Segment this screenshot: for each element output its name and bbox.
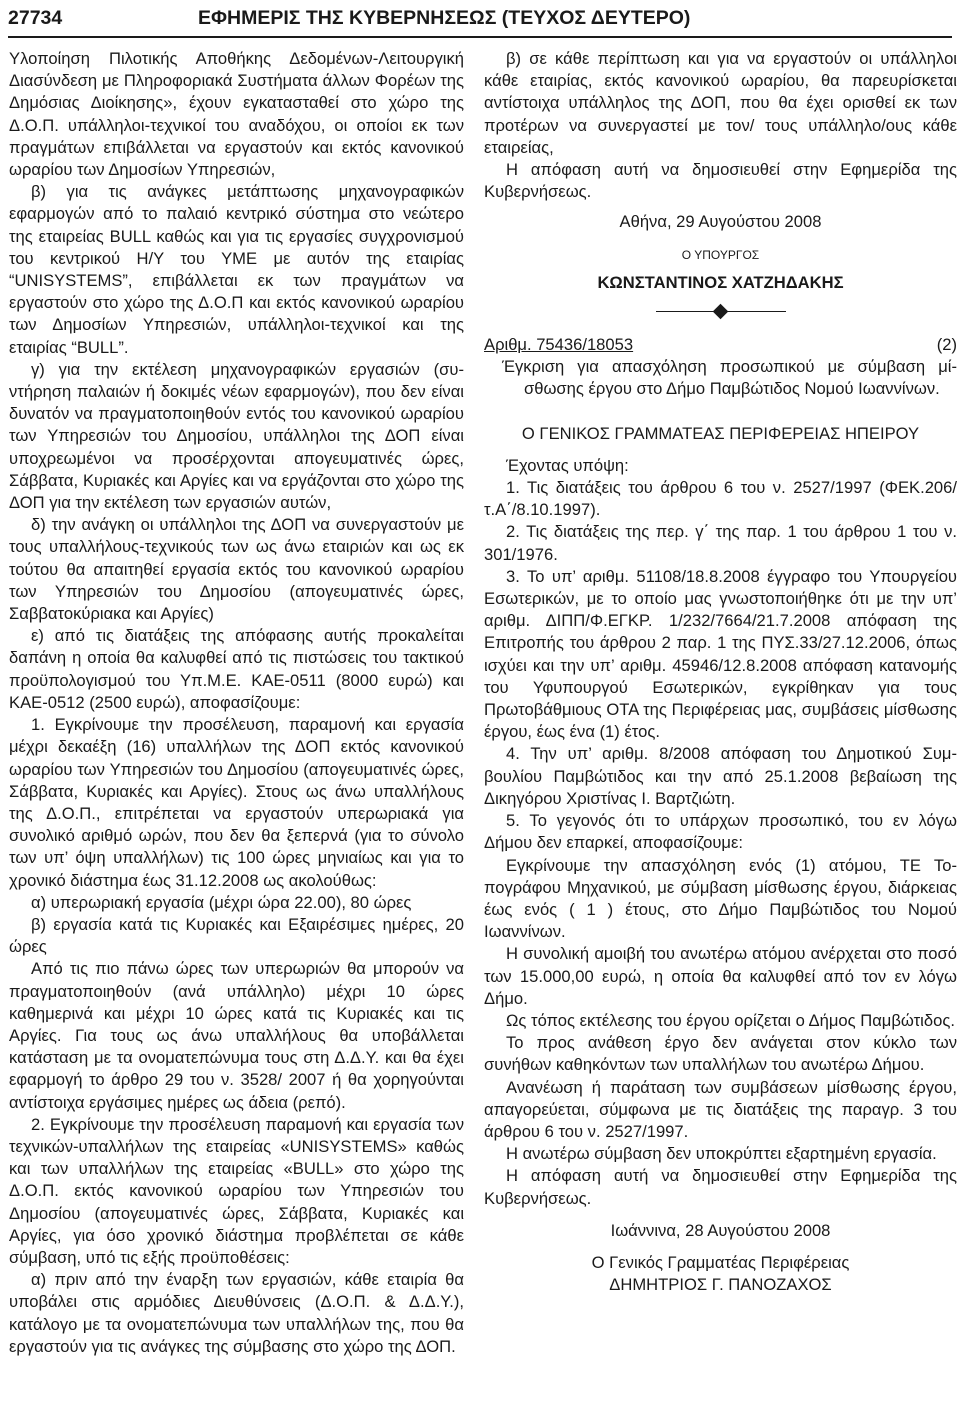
paragraph: 2. Τις διατάξεις της περ. γ΄ της παρ. 1 του άρθρου 1 του ν. 301/1976. (484, 522, 957, 564)
minister-name: ΚΩΝΣΤΑΝΤΙΝΟΣ ΧΑΤΖΗΔΑΚΗΣ (597, 272, 844, 292)
section-divider (656, 304, 786, 320)
paragraph: Εγκρίνουμε την απασχόληση ενός (1) ατόμου, ΤΕ Τοπογράφου Μηχανικού, με σύμβαση μίσθωσης έργου, διάρκειας έως ενός ( 1 ) έτους, στο Δήμο Παμβώτιδος του Νομού Ιωαννίνων. (484, 855, 957, 942)
place-date: Αθήνα, 29 Αυγούστου 2008 (619, 212, 822, 232)
paragraph: 3. Το υπ’ αριθμ. 51108/18.8.2008 έγγραφο του Υπουργείου Εσωτερικών, με το οποίο μας γνωστοποιήθηκε ότι με την υπ’ αριθμ. ΔΙΠΠ/Φ.ΕΓΚΡ. 1/232/7664/21.7.2008 απόφαση της Επιτροπής του άρθρου 2 παρ. 1 της ΠΥΣ.33/27.12.2006, όπως ισχύει και την υπ’ αριθμ. 45946/12.8.2008 απόφαση κατανομής του Υφυπουργού Εσωτερικών, εγκρίθηκαν για τους Πρωτοβάθμιους ΟΤΑ της Περιφέρειας μας, συμβάσεις μίσθωσης έργου, έως ένα (1) έτος. (484, 566, 957, 742)
paragraph: Η απόφαση αυτή να δημοσιευθεί στην Εφημερίδα της Κυβερνήσεως. (484, 160, 957, 202)
paragraph: Από τις πιο πάνω ώρες των υπερωριών θα μπορούν να πραγματοποιηθούν (ανά υπάλληλο) μέχρι 10 ώρες καθημερινά και μέχρι 10 ώρες κατά τις Κυριακές και τις Αργίες. Για τους ως άνω υπαλλήλους θα υποβάλλεται κατάσταση με τα ονοματεπώνυμα τους στη Δ.Δ.Υ. και θα έχει εφαρμογή το άρθρο 29 του ν. 3528/ 2007 ή θα χορηγούνται αντίστοιχα εργάσιμες ημέρες ως άδεια (ρεπό). (9, 959, 464, 1112)
paragraph: Το προς ανάθεση έργο δεν ανάγεται στον κύκλο των συνήθων καθηκόντων των υπαλλήλων του ανωτέρω Δήμου. (484, 1033, 957, 1075)
paragraph: Η απόφαση αυτή να δημοσιευθεί στην Εφημερίδα της Κυβερνήσεως. (484, 1166, 957, 1208)
paragraph: ε) από τις διατάξεις της απόφασης αυτής προκαλείται δαπάνη η οποία θα καλυφθεί από τις πιστώσεις του τακτικού προϋπολογισμού του Υπ.Μ.Ε. ΚΑΕ-0511 (8000 ευρώ) και ΚΑΕ-0512 (2500 ευρώ), αποφασίζουμε: (9, 626, 464, 712)
paragraph: 4. Την υπ’ αριθμ. 8/2008 απόφαση του Δημοτικού Συμβουλίου Παμβώτιδος και την από 25.1.2008 βεβαίωση της Δικηγόρου Χριστίνας Ι. Βαρτζιώτη. (484, 744, 957, 808)
issuing-authority: Ο ΓΕΝΙΚΟΣ ΓΡΑΜΜΑΤΕΑΣ ΠΕΡΙΦΕΡΕΙΑΣ ΗΠΕΙΡΟΥ (521, 423, 920, 443)
right-column (484, 48, 957, 1296)
paragraph: δ) την ανάγκη οι υπάλληλοι της ΔΟΠ να συνεργαστούν με τους υπαλλήλους-τεχνικούς των ως άνω εταιριών και ως εκ τούτου θα απαιτηθεί εργασία εκτός του κανονικού ωραρίου των Υπηρεσιών του Δημοσίου (απογευματινές ώρες, Σαββατοκύριακα και Αργίες) (9, 515, 464, 624)
decision-index: (2) (936, 335, 957, 355)
paragraph: β) εργασία κατά τις Κυριακές και Εξαιρέσιμες ημέρες, 20 ώρες (9, 914, 464, 957)
decision-title: Έγκριση για απασχόληση προσωπικού με σύμβαση μίσθωσης έργου στο Δήμο Παμβώτιδος Νομού Ιωαννίνων. (502, 357, 957, 399)
having-regard: Έχοντας υπόψη: (506, 455, 629, 475)
paragraph: α) πριν από την έναρξη των εργασιών, κάθε εταιρία θα υποβάλει στις αρμόδιες Διευθύνσεις (Δ.Ο.Π. & Δ.Δ.Υ.), κατάλογο με τα ονοματεπώνυμα των υπαλλήλων της, που θα εργαστούν για τις ανάγκες της σύμβασης στο χώρο της ΔΟΠ. (9, 1270, 464, 1356)
paragraph: Η ανωτέρω σύμβαση δεν υποκρύπτει εξαρτημένη εργασία. (506, 1144, 937, 1164)
minister-title: Ο ΥΠΟΥΡΓΟΣ (681, 247, 760, 262)
page-header (8, 0, 952, 38)
paragraph: β) σε κάθε περίπτωση και για να εργαστούν οι υπάλληλοι κάθε εταιρίας, εκτός κανονικού ωραρίου, θα παρευρίσκεται αντίστοιχα υπάλληλος της ΔΟΠ, που θα έχει ορισθεί εκ των προτέρων να συνεργαστεί με τον/ τους υπάλληλο/ους κάθε εταιρείας, (484, 49, 957, 157)
closing-title: Ο Γενικός Γραμματέας Περιφέρειας (591, 1252, 850, 1272)
paragraph: 2. Εγκρίνουμε την προσέλευση παραμονή και εργασία των τεχνικών-υπαλλήλων της εταιρείας «UNISYSTEMS» καθώς και των υπαλλήλων της εταιρείας «BULL» στο χώρο της Δ.Ο.Π. εκτός κανονικού ωραρίου των Υπηρεσιών του Δημοσίου (απογευματινές ώρες, Σάββατα, Κυριακές και Αργίες, για όσο χρονικό διάστημα προβλέπεται σε κάθε σύμβαση, υπό τις εξής προϋποθέσεις: (9, 1114, 464, 1267)
left-column (9, 48, 464, 1358)
paragraph: Η συνολική αμοιβή του ανωτέρω ατόμου ανέρχεται στο ποσό των 15.000,00 ευρώ, η οποία θα καλυφθεί από τον εν λόγω Δήμο. (484, 944, 957, 1008)
paragraph: 1. Εγκρίνουμε την προσέλευση, παραμονή και εργασία μέχρι δεκαέξη (16) υπαλλήλων της ΔΟΠ εκτός κανονικού ωραρίου των Υπηρεσιών του Δημοσίου (απογευματινές ώρες, Σάββατα, Κυριακές και Αργίες). Στους ως άνω υπαλλήλους της Δ.Ο.Π., επιτρέπεται να εργαστούν υπερωριακά για συνολικό αριθμό ωρών, που δεν θα ξεπερνά (για το σύνολο των υπ’ όψη υπαλλήλων) τις 100 ώρες μηνιαίως και για το χρονικό διάστημα έως 31.12.2008 ως ακολούθως: (9, 715, 464, 890)
page-number: 27734 (8, 6, 63, 29)
paragraph: 1. Τις διατάξεις του άρθρου 6 του ν. 2527/1997 (ΦΕΚ.206/ τ.Α΄/8.10.1997). (484, 478, 957, 520)
closing-place-date: Ιωάννινα, 28 Αυγούστου 2008 (610, 1220, 831, 1240)
decision-header (484, 334, 957, 356)
paragraph: α) υπερωριακή εργασία (μέχρι ώρα 22.00), 80 ώρες (31, 892, 412, 912)
paragraph: Ανανέωση ή παράταση των συμβάσεων μίσθωσης έργου, απαγορεύεται, σύμφωνα με τις διατάξεις της παραγρ. 3 του άρθρου 6 του ν. 2527/1997. (484, 1077, 957, 1141)
paragraph: γ) για την εκτέλεση μηχανογραφικών εργασιών (συντήρηση παλαιών ή δοκιμές νέων εφαρμογών), που δεν είναι δυνατόν να πραγματοποιηθούν εντός του κανονικού ωραρίου των Υπηρεσιών του Δημοσίου, υπάλληλοι της ΔΟΠ είναι υποχρεωμένοι να προσέρχονται απογευματινές ώρες, Σάββατα, Κυριακές και Αργίες και να εργάζονται στο χώρο της ΔΟΠ για την εκτέλεση των εργασιών αυτών, (9, 359, 464, 513)
paragraph: β) για τις ανάγκες μετάπτωσης μηχανογραφικών εφαρμογών από το παλαιό κεντρικό σύστημα στο νεώτερο της εταιρείας BULL καθώς και για τις εργασίες συγχρονισμού του κεντρικού Η/Υ του ΥΜΕ με αυτόν της εταιρίας “UNISYSTEMS”, επιβάλλεται εκ των πραγμάτων να εργαστούν στο χώρο της Δ.Ο.Π και εκτός κανονικού ωραρίου των Δημοσίων Υπηρεσιών, υπάλληλοι-τεχνικοί και της εταιρίας “BULL”. (9, 182, 464, 357)
decision-number: Αριθμ. 75436/18053 (484, 335, 634, 355)
paragraph: Ως τόπος εκτέλεσης του έργου ορίζεται ο Δήμος Παμβώτιδος. (506, 1010, 955, 1030)
gazette-title: ΕΦΗΜΕΡΙΣ ΤΗΣ ΚΥΒΕΡΝΗΣΕΩΣ (ΤΕΥΧΟΣ ΔΕΥΤΕΡΟ) (198, 6, 691, 29)
paragraph: Υλοποίηση Πιλοτικής Αποθήκης Δεδομένων-Λειτουργική Διασύνδεση με Πληροφοριακά Συστήματα άλλων Φορέων της Δημόσιας Διοίκησης», έχουν εγκατασταθεί στο χώρο της Δ.Ο.Π. υπάλληλοι-τεχνικοί του αναδόχου, οι οποίοι εκ των πραγμάτων επιβάλλεται να εργαστούν και εκτός κανονικού ωραρίου των Δημοσίων Υπηρεσιών, (9, 49, 464, 180)
closing-name: ΔΗΜΗΤΡΙΟΣ Γ. ΠΑΝΟΖΑΧΟΣ (609, 1275, 832, 1295)
paragraph: 5. Το γεγονός ότι το υπάρχων προσωπικό, του εν λόγω Δήμου δεν επαρκεί, αποφασίζουμε: (484, 811, 957, 853)
